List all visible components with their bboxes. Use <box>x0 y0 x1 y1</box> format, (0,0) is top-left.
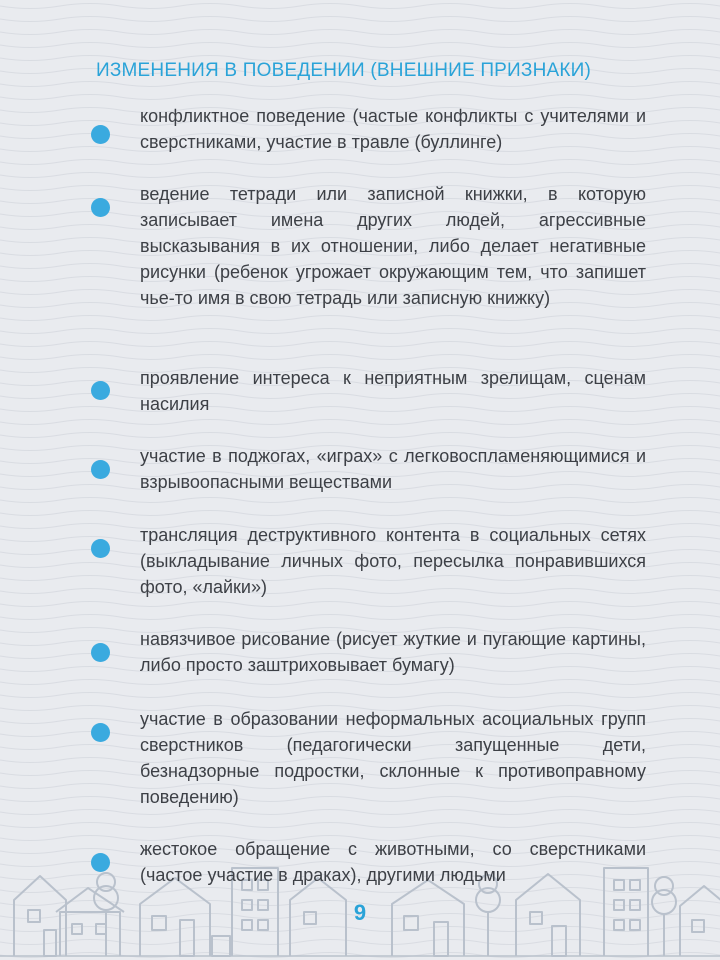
list-item-text: ведение тетради или записной книжки, в которую записывает имена других людей, агрессивные высказывания в их отношении, либо делает негативные рисунки (ребенок угрожает окружающим тем, что запишет чье-то имя в свою тетрадь или записную книжку) <box>140 184 646 308</box>
list-item-text: участие в поджогах, «играх» с легковоспламеняющимися и взрывоопасными веществами <box>140 446 646 492</box>
list-item-text: участие в образовании неформальных асоциальных групп сверстников (педагогически запущенные дети, безнадзорные подростки, склонные к противоправному поведению) <box>140 709 646 807</box>
list-item-text: жестокое обращение с животными, со сверстниками (частое участие в драках), другими людьми <box>140 839 646 885</box>
list-item-text: навязчивое рисование (рисует жуткие и пугающие картины, либо просто заштриховывает бумагу) <box>140 629 646 675</box>
bullet-icon <box>91 381 110 400</box>
bullet-icon <box>91 853 110 872</box>
page-number: 9 <box>353 900 367 925</box>
bullet-icon <box>91 643 110 662</box>
bullet-icon <box>91 539 110 558</box>
page-title: ИЗМЕНЕНИЯ В ПОВЕДЕНИИ (ВНЕШНИЕ ПРИЗНАКИ) <box>96 60 592 81</box>
bullet-icon <box>91 460 110 479</box>
list-item-text: трансляция деструктивного контента в социальных сетях (выкладывание личных фото, пересылка понравившихся фото, «лайки») <box>140 525 646 597</box>
bullet-icon <box>91 198 110 217</box>
bullet-icon <box>91 125 110 144</box>
list-item-text: конфликтное поведение (частые конфликты с учителями и сверстниками, участие в травле (буллинге) <box>140 106 646 152</box>
bullet-icon <box>91 723 110 742</box>
list-item-text: проявление интереса к неприятным зрелищам, сценам насилия <box>140 368 646 414</box>
